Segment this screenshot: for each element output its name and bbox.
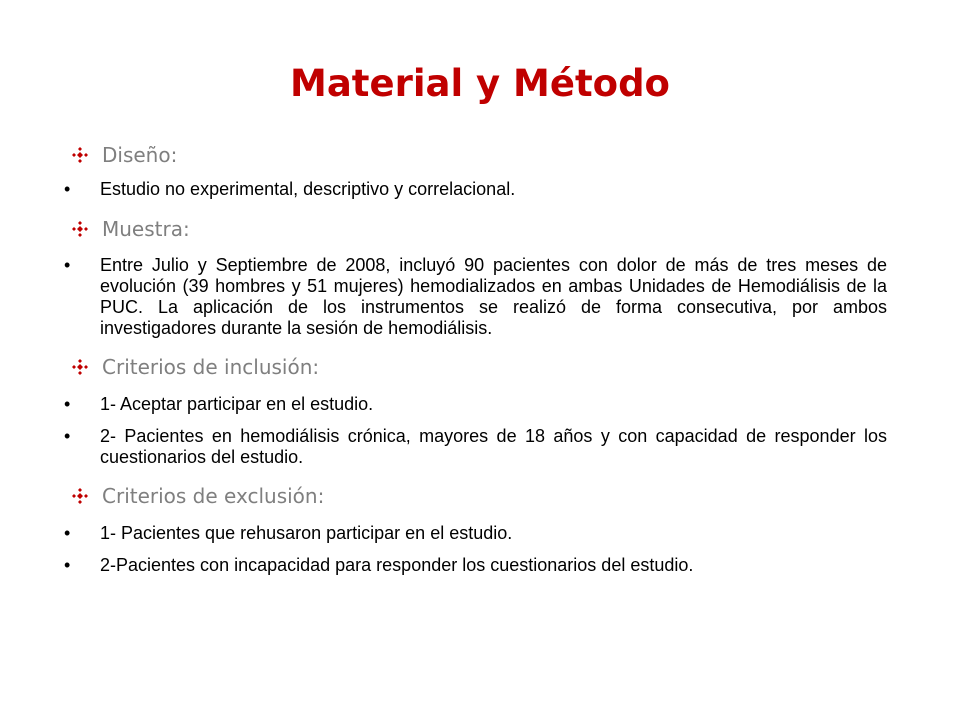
section-heading-exclusion xyxy=(64,481,887,511)
diamond-bullet-icon xyxy=(72,147,88,163)
bullet-text: 1- Aceptar participar en el estudio. xyxy=(100,394,374,414)
bullet-dot: • xyxy=(64,394,71,414)
bullet-dot: • xyxy=(64,523,71,543)
diamond-bullet-icon xyxy=(72,359,88,375)
section-heading-inclusion xyxy=(64,352,887,382)
bullet-text: 1- Pacientes que rehusaron participar en el estudio. xyxy=(100,523,513,543)
diamond-bullet-icon xyxy=(72,221,88,237)
bullet-dot: • xyxy=(64,255,71,275)
bullet-item xyxy=(64,426,887,468)
section-heading-label: Criterios de exclusión: xyxy=(102,484,325,508)
bullet-item xyxy=(64,394,887,415)
bullet-text: 2- Pacientes en hemodiálisis crónica, mayores de 18 años y con capacidad de responder los cuestionarios del estudio. xyxy=(100,426,887,467)
slide-title: Material y Método xyxy=(290,62,670,105)
section-heading-muestra xyxy=(64,214,887,244)
bullet-dot: • xyxy=(64,179,71,199)
section-heading-label: Muestra: xyxy=(102,217,190,241)
bullet-text: 2-Pacientes con incapacidad para responder los cuestionarios del estudio. xyxy=(100,555,694,575)
bullet-item xyxy=(64,555,887,576)
bullet-item xyxy=(64,255,887,339)
bullet-text: Entre Julio y Septiembre de 2008, incluyó 90 pacientes con dolor de más de tres meses de evolución (39 hombres y 51 mujeres) hemodializados en ambas Unidades de Hemodiálisis de la PUC. La aplicación de los instrumentos se realizó de forma consecutiva, por ambos investigadores durante la sesión de hemodiálisis. xyxy=(100,255,887,338)
section-heading-label: Diseño: xyxy=(102,143,178,167)
bullet-item xyxy=(64,523,887,544)
bullet-item xyxy=(64,179,887,200)
bullet-text: Estudio no experimental, descriptivo y correlacional. xyxy=(100,179,516,199)
bullet-dot: • xyxy=(64,555,71,575)
bullet-dot: • xyxy=(64,426,71,446)
section-heading-diseno xyxy=(64,140,887,170)
section-heading-label: Criterios de inclusión: xyxy=(102,355,320,379)
diamond-bullet-icon xyxy=(72,488,88,504)
slide-content xyxy=(64,140,887,576)
